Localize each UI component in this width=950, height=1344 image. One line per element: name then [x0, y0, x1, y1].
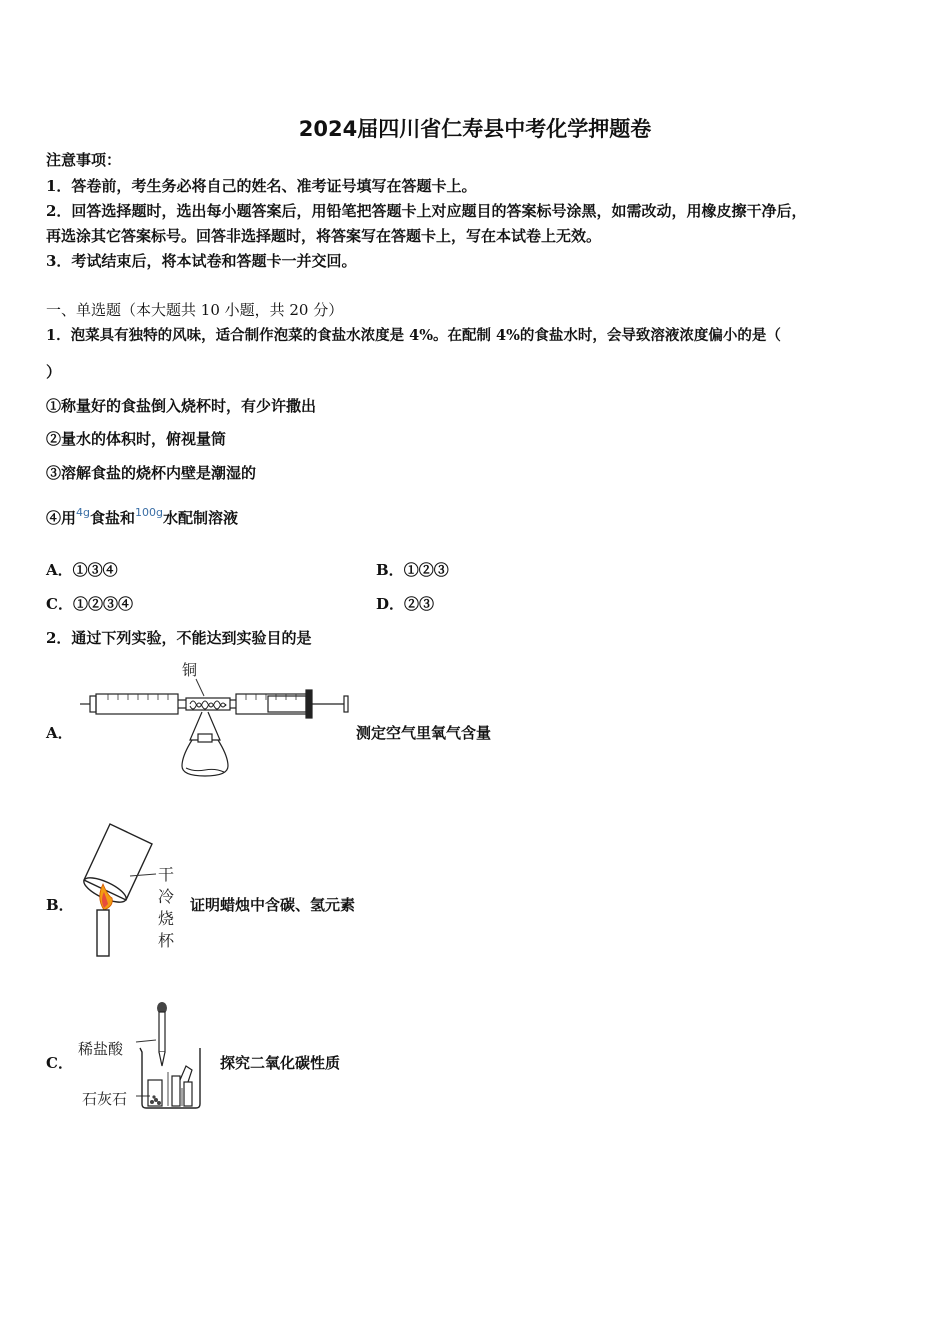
q2-option-a-letter[interactable]: A． — [46, 724, 73, 742]
alcohol-lamp — [182, 712, 228, 776]
dropper — [157, 1002, 167, 1066]
co2-beaker-figure — [76, 1000, 216, 1112]
right-syringe — [230, 690, 348, 718]
q1-option-d-text: ②③ — [404, 595, 435, 613]
candle-body — [97, 910, 109, 956]
q2-option-b-text[interactable]: 证明蜡烛中含碳、氢元素 — [190, 896, 356, 914]
q1-option-c-text: ①②③④ — [72, 595, 133, 613]
q1-item-4-amount-water: 100g — [135, 506, 163, 519]
limestone-pieces — [150, 1095, 161, 1105]
q1-item-1: ①称量好的食盐倒入烧杯时，有少许撒出 — [46, 397, 317, 415]
q1-item-2: ②量水的体积时，俯视量筒 — [46, 430, 227, 448]
notice-item-2-cont: 再选涂其它答案标号。回答非选择题时，将答案写在答题卡上，写在本试卷上无效。 — [46, 227, 602, 245]
q1-option-d-letter: D． — [376, 595, 405, 613]
notice-item-1: 1．答卷前，考生务必将自己的姓名、准考证号填写在答题卡上。 — [46, 177, 477, 195]
notice-heading: 注意事项： — [46, 151, 122, 169]
q1-item-4-suffix: 水配制溶液 — [163, 509, 239, 527]
q1-option-a[interactable] — [46, 560, 118, 580]
left-syringe-scale — [108, 694, 168, 700]
section-heading: 一、单选题（本大题共 10 小题，共 20 分） — [46, 301, 344, 319]
q1-item-3: ③溶解食盐的烧杯内壁是潮湿的 — [46, 464, 257, 482]
q2-option-c-text[interactable]: 探究二氧化碳性质 — [220, 1054, 341, 1072]
left-syringe — [80, 694, 186, 714]
q2-option-b-letter[interactable]: B． — [46, 896, 74, 914]
q1-option-b-text: ①②③ — [403, 561, 449, 579]
q1-option-c-letter: C． — [46, 595, 73, 613]
q1-option-b[interactable] — [376, 560, 449, 580]
page-title: 2024届四川省仁寿县中考化学押题卷 — [298, 117, 652, 141]
q1-option-a-letter: A． — [46, 561, 73, 579]
q1-item-4-amount-salt: 4g — [76, 506, 90, 519]
glass-tube — [186, 698, 230, 710]
q1-option-d[interactable] — [376, 594, 434, 614]
q1-option-b-letter: B． — [376, 561, 404, 579]
notice-item-3: 3．考试结束后，将本试卷和答题卡一并交回。 — [46, 252, 357, 270]
candle-beaker-figure — [74, 818, 186, 960]
limestone-label: 石灰石 — [82, 1090, 128, 1108]
q2-option-c-letter[interactable]: C． — [46, 1054, 73, 1072]
copper-label: 铜 — [182, 661, 198, 679]
syringe-copper-apparatus-figure — [78, 656, 354, 780]
notice-item-2: 2．回答选择题时，选出每小题答案后，用铅笔把答题卡上对应题目的答案标号涂黑，如需改动，用橡皮擦干净后， — [46, 202, 807, 220]
dilute-hcl-label: 稀盐酸 — [78, 1040, 124, 1058]
cold-label: 冷 — [158, 887, 175, 906]
cup-label: 杯 — [158, 931, 175, 950]
q2-option-a-text[interactable]: 测定空气里氧气含量 — [356, 724, 492, 742]
copper-leader-line — [196, 679, 204, 696]
burn-label: 烧 — [158, 909, 175, 928]
q2-stem: 2．通过下列实验，不能达到实验目的是 — [46, 629, 312, 647]
inverted-beaker — [81, 824, 152, 907]
beaker — [140, 1048, 200, 1108]
q1-stem: 1．泡菜具有独特的风味，适合制作泡菜的食盐水浓度是 4%。在配制 4%的食盐水时，会导致溶液浓度偏小的是（ — [46, 327, 781, 344]
dry-label: 干 — [158, 865, 175, 884]
q1-item-4 — [46, 508, 238, 530]
q1-item-4-mid: 食盐和 — [90, 509, 136, 527]
q1-option-a-text: ①③④ — [72, 561, 118, 579]
q1-option-c[interactable] — [46, 594, 133, 614]
q1-stem-end: ） — [46, 363, 62, 381]
hcl-leader-line — [136, 1040, 156, 1042]
q1-item-4-prefix: ④用 — [46, 509, 77, 527]
